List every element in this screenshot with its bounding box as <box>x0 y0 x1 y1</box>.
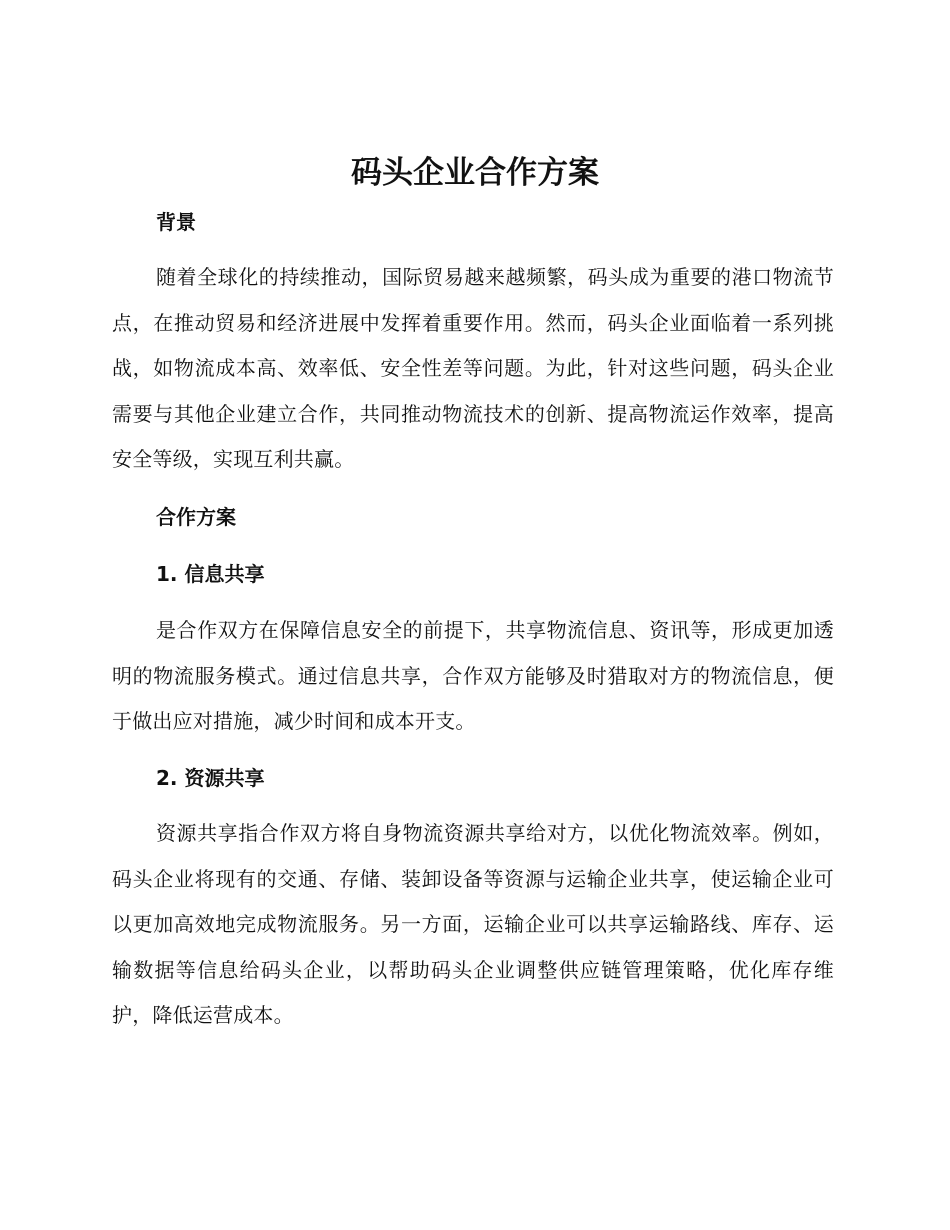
section-paragraph-info-sharing: 是合作双方在保障信息安全的前提下，共享物流信息、资讯等，形成更加透明的物流服务模式。通过信息共享，合作双方能够及时猎取对方的物流信息，便于做出应对措施，减少时间和成本开支。 <box>112 618 834 733</box>
section-heading-background: 背景 <box>156 210 196 234</box>
section-heading-resource-sharing: 2. 资源共享 <box>156 766 265 790</box>
section-paragraph-resource-sharing: 资源共享指合作双方将自身物流资源共享给对方，以优化物流效率。例如，码头企业将现有的交通、存储、装卸设备等资源与运输企业共享，使运输企业可以更加高效地完成物流服务。另一方面，运输企业可以共享运输路线、库存、运输数据等信息给码头企业，以帮助码头企业调整供应链管理策略，优化库存维护，降低运营成本。 <box>112 821 834 1027</box>
document-title: 码头企业合作方案 <box>351 155 599 191</box>
section-heading-info-sharing: 1. 信息共享 <box>156 562 265 586</box>
section-heading-plan: 合作方案 <box>156 505 236 529</box>
section-paragraph-background: 随着全球化的持续推动，国际贸易越来越频繁，码头成为重要的港口物流节点，在推动贸易和经济进展中发挥着重要作用。然而，码头企业面临着一系列挑战，如物流成本高、效率低、安全性差等问题。为此，针对这些问题，码头企业需要与其他企业建立合作，共同推动物流技术的创新、提高物流运作效率，提高安全等级，实现互利共赢。 <box>112 265 834 471</box>
